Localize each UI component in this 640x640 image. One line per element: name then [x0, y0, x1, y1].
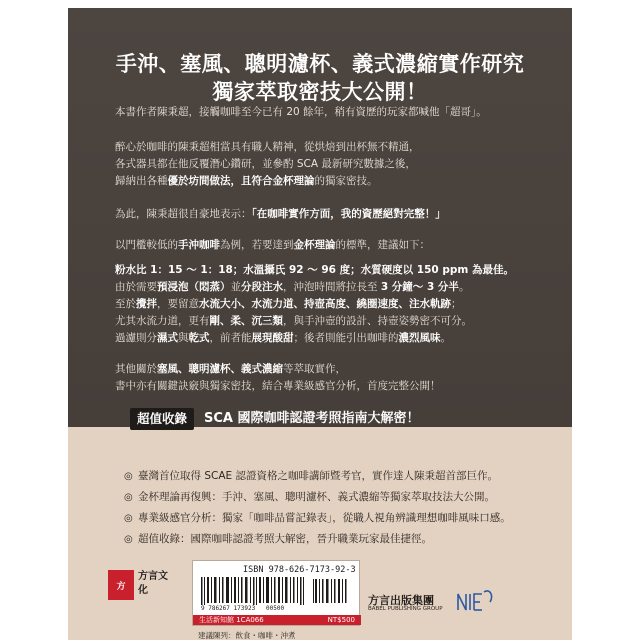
intro-paragraph-4 — [115, 237, 535, 254]
bullet-mark-icon: ◎ — [124, 534, 133, 545]
text-span: 。 — [440, 332, 451, 344]
text-span: 為此，陳秉超很自豪地表示： — [115, 208, 252, 220]
intro-paragraph-2 — [115, 139, 535, 190]
recipe-line: 粉水比 1：15 ～ 1：18；水溫攝氏 92 ～ 96 度；水質硬度以 150 ppm 為最佳。 — [115, 264, 515, 276]
intro-paragraph-5 — [115, 262, 535, 347]
book-back-cover — [68, 8, 572, 640]
headline-line-2: 獨家萃取密技大公開！ — [212, 80, 428, 104]
p6-line-1 — [115, 361, 535, 378]
publisher-name-en: BABEL PUBLISHING GROUP — [368, 606, 443, 612]
headline-line-1: 手沖、塞風、聰明濾杯、義式濃縮實作研究 — [115, 52, 525, 76]
text-span: 歸納出各種 — [115, 175, 168, 187]
bullet-mark-icon: ◎ — [124, 513, 133, 524]
bullet-mark-icon: ◎ — [124, 471, 133, 482]
bold-span: 乾式 — [188, 332, 210, 344]
feature-text: 超值收錄：國際咖啡認證考照大解密，晉升職業玩家最佳捷徑。 — [138, 533, 432, 545]
text-span: 尤其水流力道，更有 — [115, 315, 210, 327]
p6-line-2: 書中亦有關鍵訣竅與獨家密技，結合專業級感官分析，首度完整公開！ — [115, 380, 441, 392]
publisher-logo-text: 方言文化 — [138, 571, 168, 596]
text-span: 等萃取實作， — [283, 363, 346, 375]
isbn-label: ISBN 978-626-7173-92-3 — [243, 565, 356, 575]
bold-span: 手沖咖啡 — [178, 239, 220, 251]
feature-text: 臺灣首位取得 SCAE 認證資格之咖啡講師暨考官，實作達人陳秉超首部巨作。 — [138, 470, 498, 482]
bold-span: 分段注水 — [241, 281, 283, 293]
feature-item — [124, 508, 564, 529]
barcode-icon — [201, 577, 353, 605]
feature-list — [124, 466, 564, 550]
intro-p2-line-3 — [115, 173, 535, 190]
intro-paragraph-3 — [115, 206, 535, 223]
imprint-logo-icon — [456, 586, 496, 614]
text-span: ，與手沖壺的設計、持壺姿勢密不可分。 — [283, 315, 472, 327]
bold-span: 塞風、聰明濾杯、義式濃縮 — [157, 363, 283, 375]
publisher-logo-icon: 方 — [108, 570, 134, 600]
text-span: 的標準，建議如下： — [335, 239, 430, 251]
bold-span: 攪拌 — [136, 298, 157, 310]
intro-paragraph-6 — [115, 361, 535, 395]
price-code: 00500 — [266, 605, 285, 612]
barcode-number — [201, 605, 284, 612]
text-span: 以門檻較低的 — [115, 239, 178, 251]
quote-span: 「在咖啡實作方面，我的資歷絕對完整！」 — [251, 208, 446, 220]
intro-p1-text: 本書作者陳秉超，接觸咖啡至今已有 20 餘年，稍有資歷的玩家都喊他「超哥」。 — [115, 106, 487, 118]
bold-span: 金杯理論 — [293, 239, 336, 251]
p5-line-3 — [115, 296, 535, 313]
text-span: 由於需要 — [115, 281, 157, 293]
bonus-text: SCA 國際咖啡認證考照指南大解密！ — [204, 411, 420, 426]
bold-span: 水流大小、水流力道、持壺高度、繞圈速度、注水軌跡 — [199, 298, 451, 310]
feature-item — [124, 466, 564, 487]
text-span: ，前者能 — [209, 332, 252, 344]
text-span: ；後者則能引出咖啡的 — [293, 332, 399, 344]
price-label: NT$500 — [327, 616, 355, 624]
bullet-mark-icon: ◎ — [124, 492, 133, 503]
publisher-area — [68, 548, 572, 640]
feature-item — [124, 529, 564, 550]
bold-span: 濕式 — [157, 332, 178, 344]
feature-item — [124, 487, 564, 508]
bonus-banner — [130, 407, 420, 431]
bold-span: 濃烈風味 — [398, 332, 441, 344]
bold-span: 展現酸甜 — [251, 332, 294, 344]
text-span: 為例，若要達到 — [220, 239, 294, 251]
series-price-strip — [193, 615, 361, 625]
bonus-tag: 超值收錄 — [130, 408, 194, 430]
bold-span: 剛、柔、沉三類 — [209, 315, 283, 327]
text-span: ，要留意 — [157, 298, 199, 310]
p5-line-2 — [115, 279, 535, 296]
barcode-digits: 9 786267 173923 — [201, 605, 256, 612]
feature-text: 金杯理論再復興：手沖、塞風、聰明濾杯、義式濃縮等獨家萃取技法大公開。 — [138, 491, 495, 503]
p5-line-5 — [115, 330, 535, 347]
feature-text: 專業級感官分析：獨家「咖啡品嘗記錄表」，從職人視角辨識理想咖啡風味口感。 — [138, 512, 511, 524]
text-span: ； — [451, 298, 462, 310]
intro-paragraph-1 — [115, 104, 535, 121]
series-code: 生活新知館 1CA066 — [199, 616, 264, 624]
text-span: ，沖泡時間將拉長至 — [283, 281, 381, 293]
text-span: 並 — [230, 281, 241, 293]
text-span: 的獨家密技。 — [314, 175, 378, 187]
barcode-box — [192, 560, 360, 626]
text-span: 過濾則分 — [115, 332, 157, 344]
text-span: 與 — [178, 332, 189, 344]
text-span: 至於 — [115, 298, 136, 310]
bold-span: 優於坊間做法，且符合金杯理論 — [167, 175, 315, 187]
category-label: 建議陳列：飲食・咖啡・沖煮 — [198, 631, 296, 640]
intro-p2-line-1: 醉心於咖啡的陳秉超相當具有職人精神，從烘焙到出杯無不精通， — [115, 141, 420, 153]
intro-p2-line-2: 各式器具都在他反覆潛心鑽研，並參酌 SCA 最新研究數據之後， — [115, 158, 416, 170]
publisher-name: 方言出版集團 — [368, 594, 434, 607]
p5-line-4 — [115, 313, 535, 330]
bold-span: 3 分鐘～ 3 分半 — [380, 281, 459, 293]
bold-span: 預浸泡（悶蒸） — [157, 281, 231, 293]
text-span: 。 — [458, 281, 470, 293]
text-span: 其他關於 — [115, 363, 157, 375]
